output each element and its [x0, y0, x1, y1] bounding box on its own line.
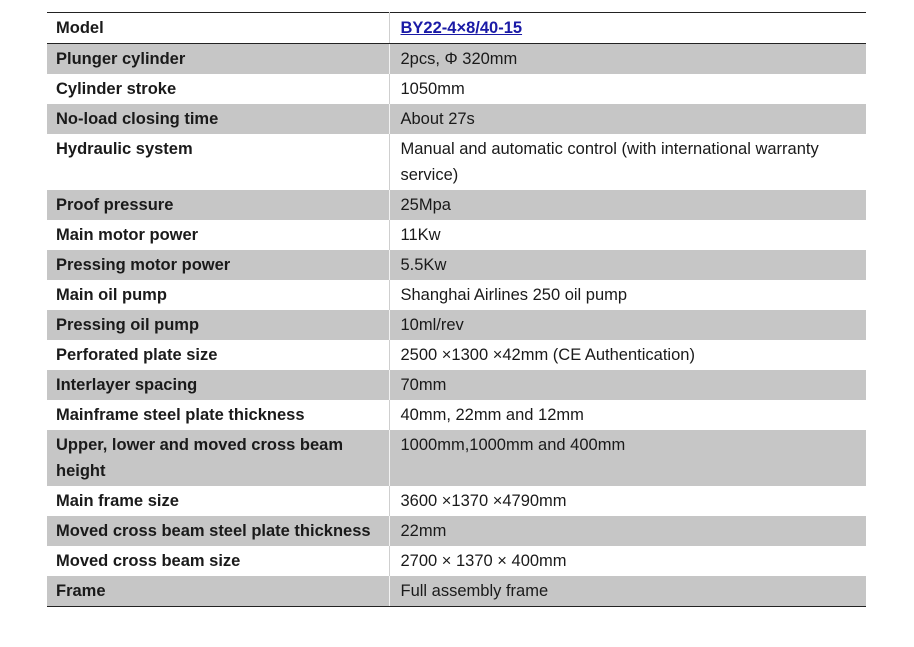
spec-value: 2500 ×1300 ×42mm (CE Authentication): [400, 346, 695, 364]
table-row: [47, 310, 866, 340]
table-row: [47, 516, 866, 546]
spec-value: 10ml/rev: [389, 310, 866, 340]
model-label: Model: [47, 13, 389, 44]
spec-value: Shanghai Airlines 250 oil pump: [400, 286, 628, 304]
spec-value: Manual and automatic control (with international warranty service): [400, 140, 819, 184]
table-header-row: [47, 13, 866, 44]
spec-value: 22mm: [389, 516, 866, 546]
table-row: [47, 74, 866, 104]
spec-label: Pressing motor power: [47, 250, 389, 280]
spec-label: Cylinder stroke: [47, 74, 389, 104]
spec-value: 1000mm,1000mm and 400mm: [389, 430, 866, 486]
table-row: [47, 134, 866, 190]
spec-label: Mainframe steel plate thickness: [47, 400, 389, 430]
table-row: [47, 220, 866, 250]
table-row: [47, 486, 866, 516]
spec-label: Proof pressure: [47, 190, 389, 220]
spec-value: 40mm, 22mm and 12mm: [400, 406, 584, 424]
spec-label: Moved cross beam steel plate thickness: [47, 516, 389, 546]
spec-value: 11Kw: [400, 226, 441, 244]
spec-value: 5.5Kw: [389, 250, 866, 280]
spec-label: Interlayer spacing: [47, 370, 389, 400]
table-row: [47, 546, 866, 576]
spec-label: Upper, lower and moved cross beam height: [47, 430, 389, 486]
spec-value: About 27s: [389, 104, 866, 134]
table-row: [47, 44, 866, 75]
table-row: [47, 104, 866, 134]
table-row: [47, 340, 866, 370]
spec-label: Main oil pump: [47, 280, 389, 310]
table-row: [47, 430, 866, 486]
spec-value: 70mm: [389, 370, 866, 400]
spec-table: [47, 12, 866, 607]
spec-value: 1050mm: [400, 80, 465, 98]
spec-label: Pressing oil pump: [47, 310, 389, 340]
spec-value: 3600 ×1370 ×4790mm: [400, 492, 567, 510]
model-link[interactable]: BY22-4×8/40-15: [400, 19, 523, 37]
table-row: [47, 370, 866, 400]
table-row: [47, 280, 866, 310]
spec-label: Plunger cylinder: [47, 44, 389, 75]
table-row: [47, 250, 866, 280]
spec-label: Main motor power: [47, 220, 389, 250]
spec-label: Main frame size: [47, 486, 389, 516]
model-cell: [389, 13, 866, 44]
spec-label: Hydraulic system: [47, 134, 389, 190]
spec-value: 25Mpa: [389, 190, 866, 220]
spec-value: 2pcs, Φ 320mm: [389, 44, 866, 75]
spec-value: 2700 × 1370 × 400mm: [400, 552, 567, 570]
spec-label: Moved cross beam size: [47, 546, 389, 576]
table-row: [47, 190, 866, 220]
spec-label: Frame: [47, 576, 389, 607]
spec-label: No-load closing time: [47, 104, 389, 134]
spec-value: Full assembly frame: [389, 576, 866, 607]
spec-label: Perforated plate size: [47, 340, 389, 370]
table-row: [47, 576, 866, 607]
table-row: [47, 400, 866, 430]
